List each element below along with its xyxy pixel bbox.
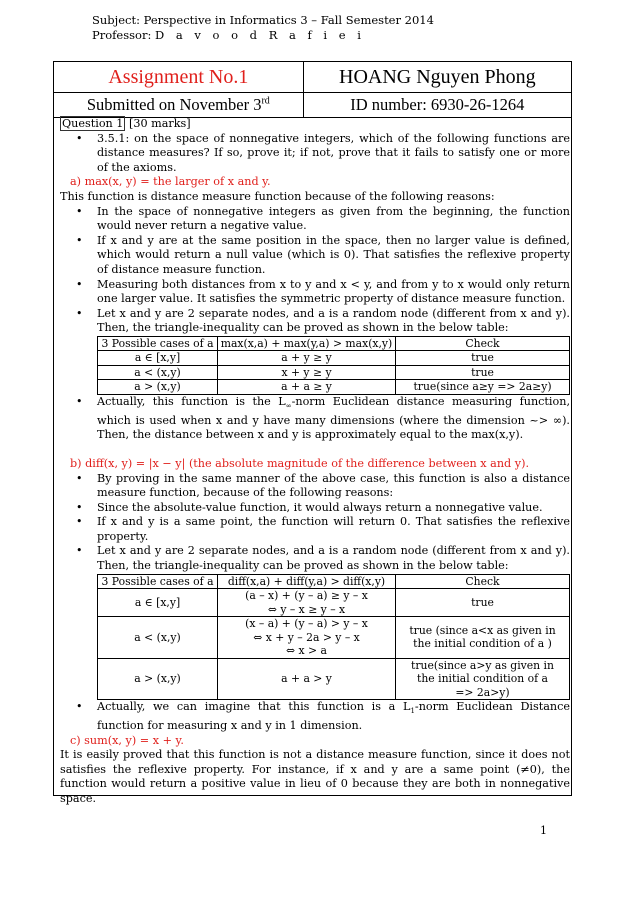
question-intro-text: : on the space of nonnegative integers, which of the following functions are distance measures? If so, prove it; if not, prove that it fails to satisfy one or more of the axioms. [97,131,570,174]
table-cell [218,617,396,659]
table-row [98,617,570,659]
closing-text: -norm Euclidean distance measuring function, which is used when x and y have many dimensions (where the dimension ~> ∞). Then, the distance between x and y is approximately equal to the max(x,y). [97,394,571,442]
table-cell: a < (x,y) [98,617,218,659]
title-block [53,61,572,118]
part-b-bullet: • Let x and y are 2 separate nodes, and a is a random node (different from x and y). Then, the triangle-inequality can be proved as shown in the below table: [60,544,570,573]
part-b-table [97,574,570,701]
table-row [98,658,570,700]
table-row [98,589,570,617]
table-cell: a > (x,y) [98,658,218,700]
assignment-title: Assignment No.1 [54,62,304,93]
derivation-line: a + a > y [281,672,332,686]
part-c-heading: c) sum(x, y) = x + y. [70,733,184,747]
closing-subscript: 1 [410,707,415,716]
part-b-bullet: • By proving in the same manner of the above case, this function is also a distance measure function, because of the following reasons: [60,472,570,501]
table-cell [218,589,396,617]
closing-subscript: ∞ [285,402,292,411]
professor-line [92,27,365,43]
table-cell: a < (x,y) [98,365,218,380]
table-cell [396,589,570,617]
subject-line: Subject: Perspective in Informatics 3 – Fall Semester 2014 [92,13,434,27]
check-line: true [471,595,494,609]
table-header-cell: Check [396,336,570,351]
table-cell [218,658,396,700]
question-intro [60,132,570,176]
part-b-bullet: • If x and y is a same point, the function will return 0. That satisfies the reflexive property. [60,515,570,544]
check-line: the initial condition of a ) [413,637,552,651]
part-a-bullet: • If x and y are at the same position in the space, then no larger value is defined, which would return a null value (which is 0). That satisfies the reflexive property of distance measure function. [60,234,570,278]
check-line: true (since a<x as given in [409,623,556,637]
exercise-reference: 3.5.1 [97,131,126,145]
question-list [60,132,570,176]
part-a-bullet: • Measuring both distances from x to y and x < y, and from y to x would only return one larger value. It satisfies the symmetric property of distance measure function. [60,278,570,307]
table-cell: a + y ≥ y [218,351,396,366]
page-number: 1 [540,824,547,837]
table-row [98,351,570,366]
part-a-closing-list [60,395,570,443]
table-header-row [98,336,570,351]
part-a-bullet: • In the space of nonnegative integers as given from the beginning, the function would never return a negative value. [60,205,570,234]
part-b-bullets [60,472,570,574]
table-header-cell: Check [396,574,570,589]
closing-text: Actually, this function is the L [97,394,286,408]
check-line: => 2a>y) [455,685,510,699]
derivation-line: ⇔ x > a [286,644,327,658]
part-b-bullet: • Since the absolute-value function, it would always return a nonnegative value. [60,501,570,516]
table-cell: true [396,365,570,380]
table-cell: true [396,351,570,366]
part-a-bullet: • Let x and y are 2 separate nodes, and a is a random node (different from x and y). Then, the triangle-inequality can be proved as shown in the below table: [60,307,570,336]
table-header-cell: 3 Possible cases of a [98,574,218,589]
part-a-table [97,336,570,395]
table-header-cell: max(x,a) + max(y,a) > max(x,y) [218,336,396,351]
submitted-text: Submitted on November 3 [86,95,262,114]
id-number: ID number: 6930-26-1264 [303,93,571,118]
table-cell [396,658,570,700]
table-cell: a ∈ [x,y] [98,589,218,617]
table-cell: a > (x,y) [98,380,218,395]
derivation-line: ⇔ x + y – 2a > y – x [253,630,360,644]
part-b-closing-list [60,700,570,733]
part-c-body: It is easily proved that this function is not a distance measure function, since it does not satisfies the reflexive property. For instance, if x and y are a same point (≠0), the function would return a positive value in lieu of 0 because they are both in nonnegative space. [60,748,570,805]
professor-name: D a v o o d R a f i e i [154,28,365,42]
table-header-cell: diff(x,a) + diff(y,a) > diff(x,y) [218,574,396,589]
table-cell [396,617,570,659]
table-cell: true(since a≥y => 2a≥y) [396,380,570,395]
part-a-heading: a) max(x, y) = the larger of x and y. [70,175,271,189]
submitted-sup: rd [261,95,270,107]
question-label: Question 1 [62,117,124,130]
student-name: HOANG Nguyen Phong [303,62,571,93]
derivation-line: (a – x) + (y – a) ≥ y – x [245,589,368,603]
table-cell: x + y ≥ y [218,365,396,380]
part-a-bullets [60,205,570,336]
derivation-line: ⇔ y – x ≥ y – x [267,602,346,616]
question-marks: [30 marks] [125,117,191,130]
part-b-heading: b) diff(x, y) = |x − y| (the absolute magnitude of the difference between x and y). [70,456,529,470]
closing-text: -norm Euclidean Distance function for measuring x and y in 1 dimension. [97,700,570,732]
derivation-line: (x – a) + (y – a) > y – x [245,617,368,631]
part-b-closing [60,700,570,733]
table-row [98,365,570,380]
part-a-lead: This function is distance measure function because of the following reasons: [60,189,495,203]
professor-label: Professor: [92,28,152,42]
check-line: the initial condition of a [417,672,548,686]
table-cell: a ∈ [x,y] [98,351,218,366]
part-a-closing [60,395,570,443]
table-row [98,380,570,395]
closing-text: Actually, we can imagine that this function is a L [97,700,411,714]
table-cell: a + a ≥ y [218,380,396,395]
document-body [60,117,570,807]
table-header-row [98,574,570,589]
submission-date [54,93,304,118]
question-line [60,117,570,132]
check-line: true(since a>y as given in [411,658,554,672]
table-header-cell: 3 Possible cases of a [98,336,218,351]
